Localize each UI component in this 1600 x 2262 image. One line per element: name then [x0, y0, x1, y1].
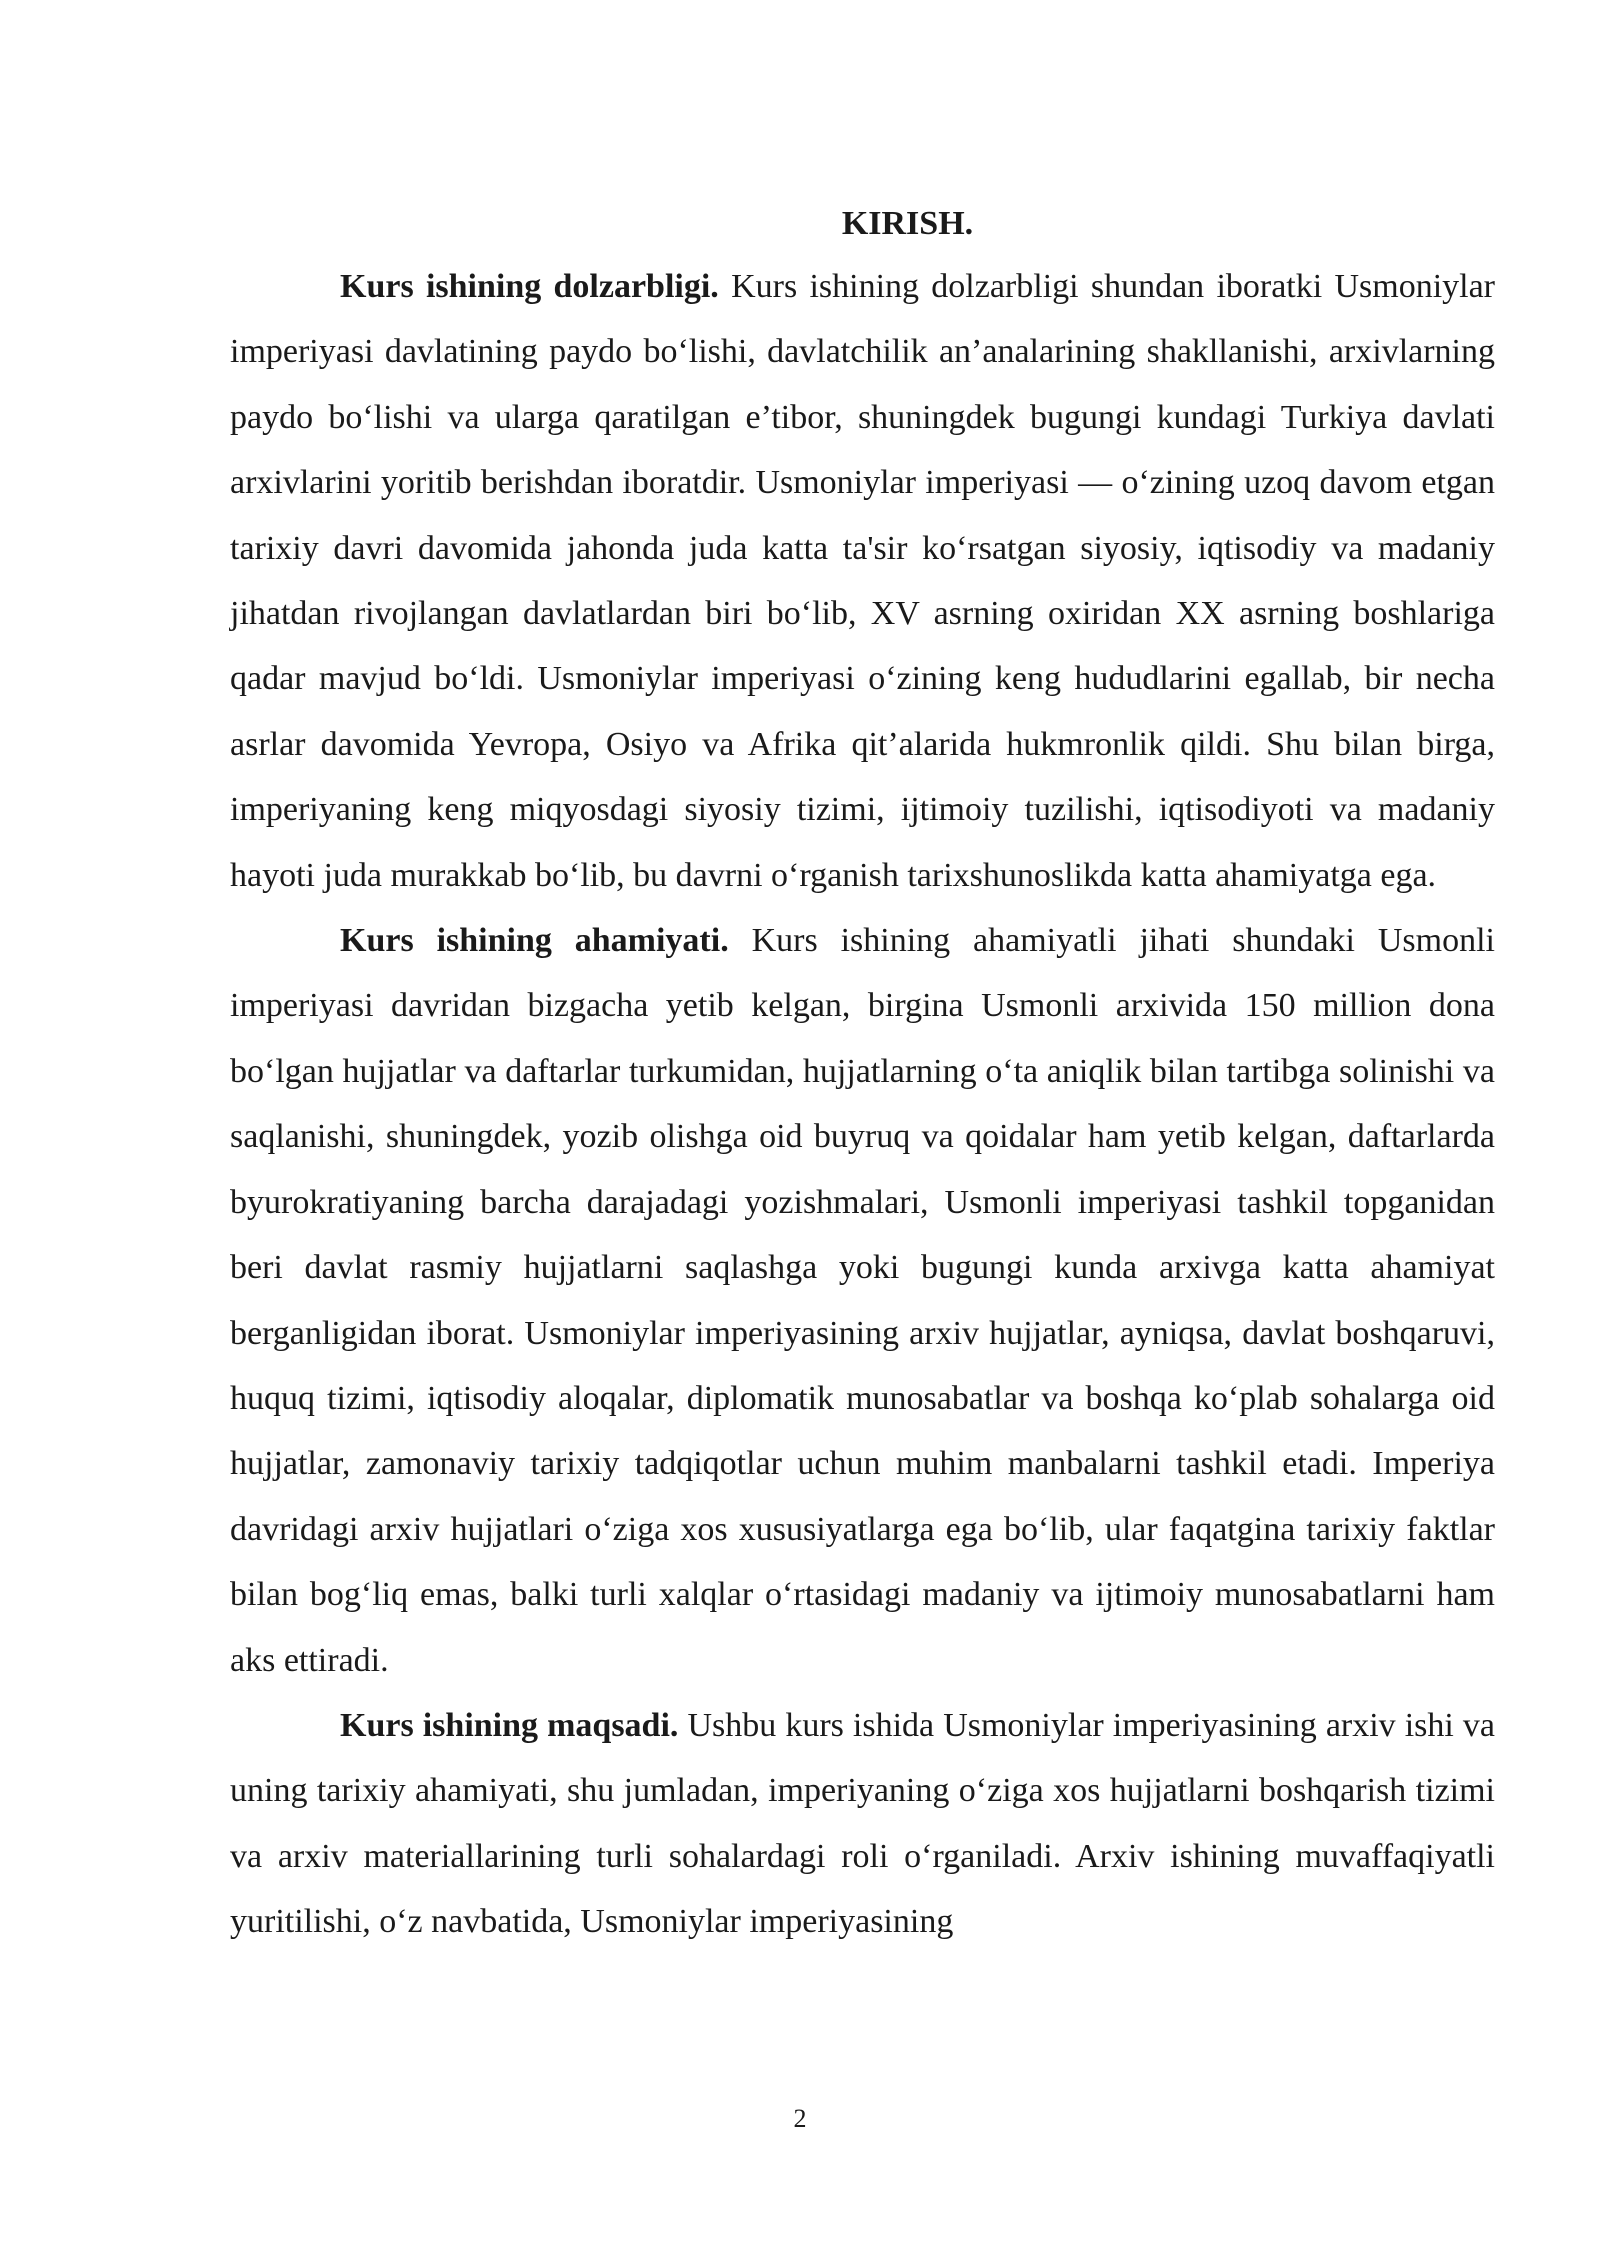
paragraph-text-importance: Kurs ishining ahamiyatli jihati shundaki Usmonli imperiyasi davridan bizgacha yetib kelgan, birgina Usmonli arxivida 150 million dona bo‘lgan hujjatlar va daftarlar turkumidan, hujjatlarning o‘ta aniqlik bilan tartibga solinishi va saqlanishi, shuningdek, yozib olishga oid buyruq va qoidalar ham yetib kelgan, daftarlarda byurokratiyaning barcha darajadagi yozishmalari, Usmonli imperiyasi tashkil topganidan beri davlat rasmiy hujjatlarni saqlashga yoki bugungi kunda arxivga katta ahamiyat berganligidan iborat. Usmoniylar imperiyasining arxiv hujjatlar, ayniqsa, davlat boshqaruvi, huquq tizimi, iqtisodiy aloqalar, diplomatik munosabatlar va boshqa ko‘plab sohalarga oid hujjatlar, zamonaviy tarixiy tadqiqotlar uchun muhim manbalarni tashkil etadi. Imperiya davridagi arxiv hujjatlari o‘ziga xos xususiyatlarga ega bo‘lib, ular faqatgina tarixiy faktlar bilan bog‘liq emas, balki turli xalqlar o‘rtasidagi madaniy va ijtimoiy munosabatlarni ham aks ettiradi.: [230, 922, 1495, 1679]
paragraph-goal: [230, 1693, 1495, 1955]
paragraph-lead-relevance: Kurs ishining dolzarbligi.: [340, 268, 719, 305]
paragraph-text-relevance: Kurs ishining dolzarbligi shundan iboratki Usmoniylar imperiyasi davlatining paydo bo‘lishi, davlatchilik an’analarining shakllanishi, arxivlarning paydo bo‘lishi va ularga qaratilgan e’tibor, shuningdek bugungi kundagi Turkiya davlati arxivlarini yoritib berishdan iboratdir. Usmoniylar imperiyasi — o‘zining uzoq davom etgan tarixiy davri davomida jahonda juda katta ta'sir ko‘rsatgan siyosiy, iqtisodiy va madaniy jihatdan rivojlangan davlatlardan biri bo‘lib, XV asrning oxiridan XX asrning boshlariga qadar mavjud bo‘ldi. Usmoniylar imperiyasi o‘zining keng hududlarini egallab, bir necha asrlar davomida Yevropa, Osiyo va Afrika qit’alarida hukmronlik qildi. Shu bilan birga, imperiyaning keng miqyosdagi siyosiy tizimi, ijtimoiy tuzilishi, iqtisodiyoti va madaniy hayoti juda murakkab bo‘lib, bu davrni o‘rganish tarixshunoslikda katta ahamiyatga ega.: [230, 268, 1496, 894]
paragraph-lead-importance: Kurs ishining ahamiyati.: [340, 922, 729, 960]
paragraph-text-goal: Ushbu kurs ishida Usmoniylar imperiyasining arxiv ishi va uning tarixiy ahamiyati, shu jumladan, imperiyaning o‘ziga xos hujjatlarni boshqarish tizimi va arxiv materiallarining turli sohalardagi roli o‘rganiladi. Arxiv ishining muvaffaqiyatli yuritilishi, o‘z navbatida, Usmoniylar imperiyasining: [230, 1706, 1496, 1941]
document-page: [230, 194, 1495, 1955]
document-title: KIRISH.: [841, 205, 974, 242]
paragraph-importance: [230, 908, 1495, 1693]
paragraph-relevance: [230, 254, 1495, 908]
page-number: 2: [793, 2104, 807, 2133]
paragraph-lead-goal: Kurs ishining maqsadi.: [340, 1706, 679, 1744]
